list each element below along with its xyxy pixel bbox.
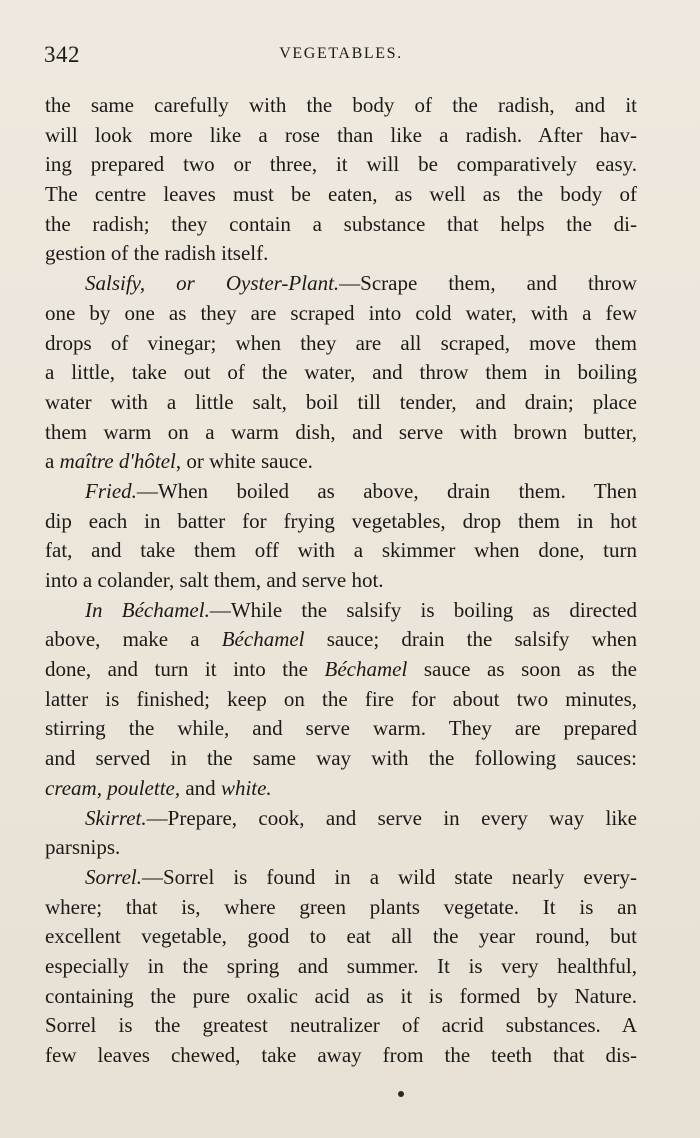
entry-heading-salsify: Salsify, or Oyster-Plant. — [85, 271, 340, 296]
text-line: cream, poulette, and white. — [45, 775, 272, 800]
text-line: In Béchamel.—While the salsify is boiling as directed — [85, 597, 637, 622]
text-line: dip each in batter for frying vegetables, drop them in hot — [45, 508, 637, 533]
text-line: them warm on a warm dish, and serve with brown butter, — [45, 419, 637, 444]
text-line: Salsify, or Oyster-Plant.—Scrape them, and throw — [85, 271, 637, 296]
text-line: a little, take out of the water, and throw them in boiling — [45, 360, 637, 385]
text-line: ing prepared two or three, it will be comparatively easy. — [45, 152, 637, 177]
text-line: excellent vegetable, good to eat all the year round, but — [45, 924, 637, 949]
running-head — [44, 42, 638, 72]
entry-heading-bechamel: In Béchamel. — [85, 597, 210, 622]
text-line: Fried.—When boiled as above, drain them. Then — [85, 478, 637, 503]
text-line: containing the pure oxalic acid as it is formed by Nature. — [45, 983, 637, 1008]
printer-mark-dot — [398, 1091, 404, 1097]
text-line: and served in the same way with the following sauces: — [45, 746, 637, 771]
text-line: parsnips. — [45, 835, 121, 860]
text-line: the same carefully with the body of the radish, and it — [45, 93, 637, 117]
text-line: done, and turn it into the Béchamel sauce as soon as the — [45, 657, 638, 682]
text-line: the radish; they contain a substance that helps the di- — [45, 211, 637, 236]
entry-heading-fried: Fried. — [85, 478, 137, 503]
text-line: few leaves chewed, take away from the teeth that dis- — [45, 1043, 637, 1067]
text-line: fat, and take them off with a skimmer when done, turn — [45, 538, 637, 563]
text-line: The centre leaves must be eaten, as well as the body of — [45, 182, 637, 207]
text-line: stirring the while, and serve warm. They are prepared — [45, 716, 637, 741]
body-text — [45, 91, 637, 1071]
text-line: water with a little salt, boil till tender, and drain; place — [45, 389, 637, 414]
text-line: especially in the spring and summer. It is very healthful, — [45, 953, 637, 978]
page-number: 342 — [44, 42, 80, 67]
running-title: VEGETABLES. — [279, 45, 403, 62]
text-line: Skirret.—Prepare, cook, and serve in every way like — [85, 805, 637, 830]
entry-heading-sorrel: Sorrel. — [85, 864, 142, 889]
text-line: where; that is, where green plants vegetate. It is an — [45, 894, 637, 919]
text-line: Sorrel.—Sorrel is found in a wild state nearly every- — [85, 864, 637, 889]
text-line: gestion of the radish itself. — [45, 241, 269, 266]
text-line: will look more like a rose than like a radish. After hav- — [45, 122, 637, 147]
text-line: drops of vinegar; when they are all scraped, move them — [45, 330, 637, 355]
text-line: a maître d'hôtel, or white sauce. — [45, 449, 313, 474]
entry-heading-skirret: Skirret. — [85, 805, 147, 830]
text-line: latter is finished; keep on the fire for about two minutes, — [45, 686, 637, 711]
text-line: above, make a Béchamel sauce; drain the salsify when — [45, 627, 637, 652]
text-line: one by one as they are scraped into cold water, with a few — [45, 300, 637, 325]
text-line: into a colander, salt them, and serve hot. — [45, 568, 384, 592]
text-line: Sorrel is the greatest neutralizer of acrid substances. A — [45, 1013, 637, 1038]
